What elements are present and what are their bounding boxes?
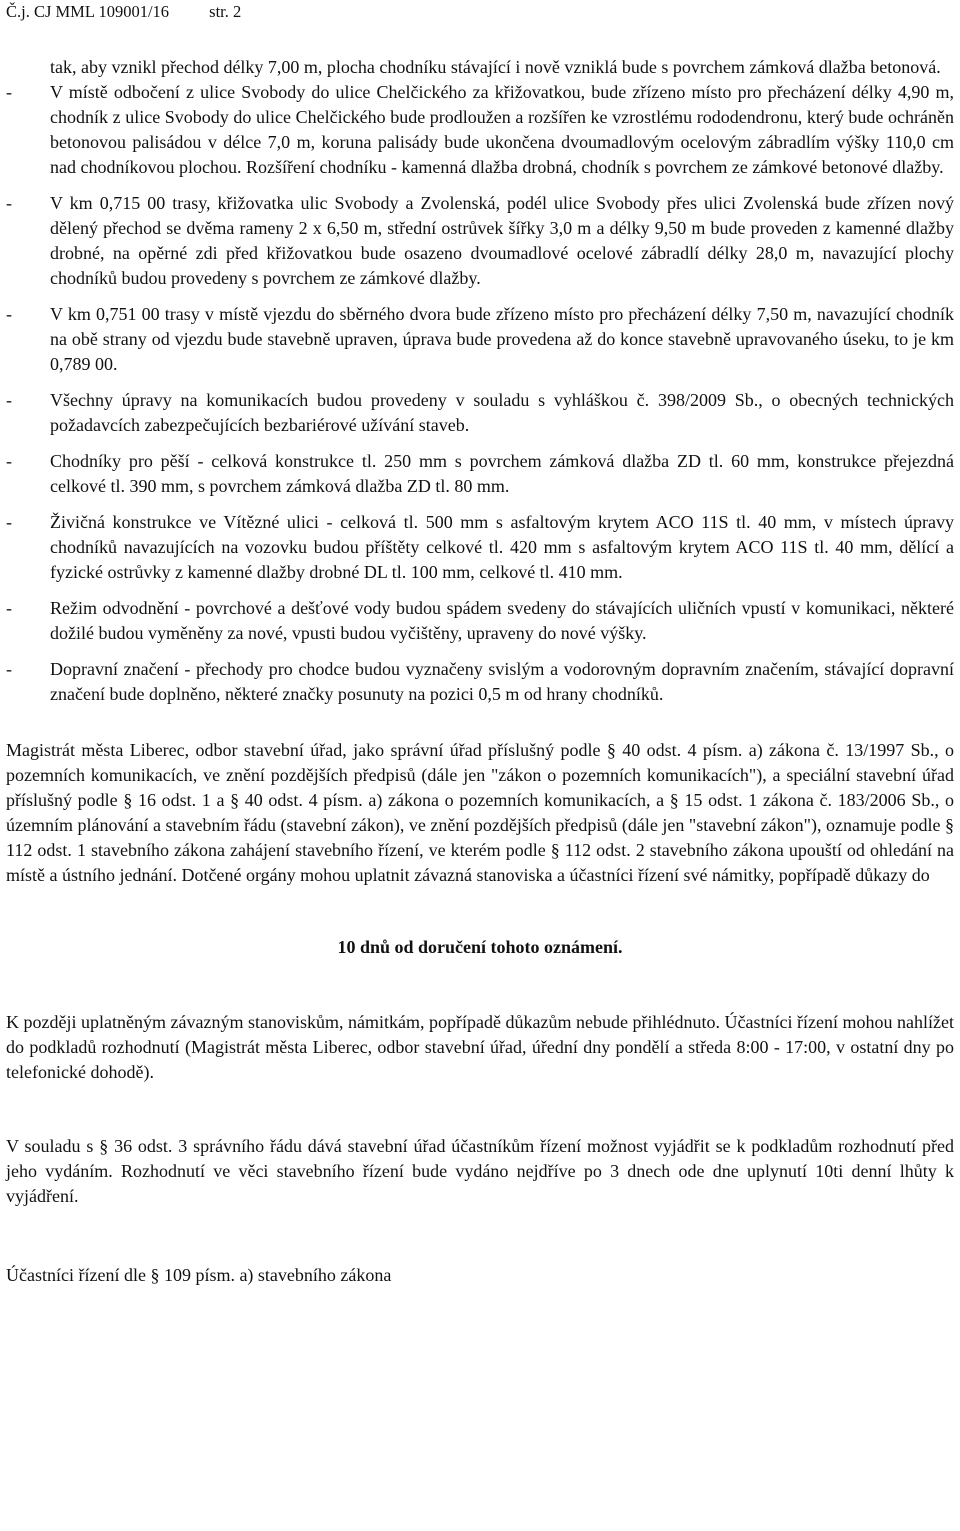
list-item-text: V místě odbočení z ulice Svobody do ulice Chelčického za křižovatkou, bude zřízeno místo pro přecházení délky 4,90 m, chodník z ulice Svobody do ulice Chelčického bude prodloužen a rozšířen ke vzrostlému rododendronu, který bude ochráněn betonovou palisádou v délce 7,0 m, koruna palisády bude ukončena dvoumadlovým ocelovým zábradlím výšky 110,0 cm nad chodníkovou plochou. Rozšíření chodníku - kamenná dlažba drobná, chodník s povrchem ze zámkové betonové dlažby.	[50, 82, 954, 177]
administrative-code-paragraph: V souladu s § 36 odst. 3 správního řádu dává stavební úřad účastníkům řízení možnost vyjádřit se k podkladům rozhodnutí před jeho vydáním. Rozhodnutí ve věci stavebního řízení bude vydáno nejdříve po 3 dnech ode dne uplynutí 10ti denní lhůty k vyjádření.	[6, 1136, 954, 1206]
list-item-text: Dopravní značení - přechody pro chodce budou vyznačeny svislým a vodorovným dopravním značením, stávající dopravní značení bude doplněno, některé značky posunuty na pozici 0,5 m od hrany chodníků.	[50, 659, 954, 704]
participants-heading: Účastníci řízení dle § 109 písm. a) stavebního zákona	[6, 1265, 392, 1285]
measures-list	[6, 80, 954, 707]
legal-basis-paragraph: Magistrát města Liberec, odbor stavební úřad, jako správní úřad příslušný podle § 40 odst. 4 písm. a) zákona č. 13/1997 Sb., o pozemních komunikacích, ve znění pozdějších předpisů (dále jen "zákon o pozemních komunikacích"), a speciální stavební úřad příslušný podle § 16 odst. 1 a § 40 odst. 4 písm. a) zákona o pozemních komunikacích, a § 15 odst. 1 zákona č. 183/2006 Sb., o územním plánování a stavebním řádu (stavební zákon), ve znění pozdějších předpisů (dále jen "stavební zákon"), oznamuje podle § 112 odst. 1 stavebního zákona zahájení stavebního řízení, ve kterém podle § 112 odst. 2 stavebního zákona upouští od ohledání na místě a ústního jednání. Dotčené orgány mohou uplatnit závazná stanoviska a účastníci řízení své námitky, popřípadě důkazy do	[6, 740, 954, 885]
list-item-text: Režim odvodnění - povrchové a dešťové vody budou spádem svedeny do stávajících uličních vpustí v komunikaci, některé dožilé budou vyměněny za nové, vpusti budou vyčištěny, upraveny do nové výšky.	[50, 598, 954, 643]
late-submissions-paragraph: K později uplatněným závazným stanoviskům, námitkám, popřípadě důkazům nebude přihlédnuto. Účastníci řízení mohou nahlížet do podkladů rozhodnutí (Magistrát města Liberec, odbor stavební úřad, úřední dny pondělí a středa 8:00 - 17:00, v ostatní dny po telefonické dohodě).	[6, 1012, 954, 1082]
list-item	[6, 80, 954, 180]
bullet-dash: -	[6, 193, 12, 213]
list-item-text: Chodníky pro pěší - celková konstrukce tl. 250 mm s povrchem zámková dlažba ZD tl. 60 mm, konstrukce přejezdná celkové tl. 390 mm, s povrchem zámková dlažba ZD tl. 80 mm.	[50, 451, 954, 496]
list-item-text: V km 0,715 00 trasy, křižovatka ulic Svobody a Zvolenská, podél ulice Svobody přes ulici Zvolenská bude zřízen nový dělený přechod se dvěma rameny 2 x 6,50 m, střední ostrůvek šířky 3,0 m a délky 9,50 m bude proveden z kamenné dlažby drobné, na opěrné zdi před křižovatkou bude osazeno dvoumadlové ocelové zábradlí délky 28,0 m, navazující plochy chodníků budou provedeny s povrchem ze zámkové dlažby.	[50, 193, 954, 288]
bullet-dash: -	[6, 512, 12, 532]
list-item	[6, 302, 954, 377]
list-item-text: V km 0,751 00 trasy v místě vjezdu do sběrného dvora bude zřízeno místo pro přecházení délky 7,50 m, navazující chodník na obě strany od vjezdu bude stavebně upraven, úprava bude provedena až do konce stavebně upravovaného úseku, to je km 0,789 00.	[50, 304, 954, 374]
bullet-dash: -	[6, 659, 12, 679]
reference-number: Č.j. CJ MML 109001/16	[6, 2, 170, 21]
list-item	[6, 449, 954, 499]
bullet-dash: -	[6, 598, 12, 618]
bullet-dash: -	[6, 390, 12, 410]
list-item-text: Živičná konstrukce ve Vítězné ulici - celková tl. 500 mm s asfaltovým krytem ACO 11S tl. 40 mm, v místech úpravy chodníků navazujících na vozovku budou příštěty celkové tl. 420 mm s asfaltovým krytem ACO 11S tl. 40 mm, dělící a fyzické ostrůvky z kamenné dlažby drobné DL tl. 100 mm, celkové tl. 410 mm.	[50, 512, 954, 582]
page-number: str. 2	[209, 2, 242, 21]
page-header	[6, 0, 954, 26]
bullet-dash: -	[6, 82, 12, 102]
list-item	[6, 191, 954, 291]
list-item	[6, 657, 954, 707]
list-item	[6, 510, 954, 585]
continuation-text: tak, aby vznikl přechod délky 7,00 m, plocha chodníku stávající i nově vzniklá bude s povrchem zámková dlažba betonová.	[50, 57, 941, 77]
list-item	[6, 596, 954, 646]
bullet-dash: -	[6, 451, 12, 471]
list-item-text: Všechny úpravy na komunikacích budou provedeny v souladu s vyhláškou č. 398/2009 Sb., o obecných technických požadavcích zabezpečujících bezbariérové užívání staveb.	[50, 390, 954, 435]
bullet-dash: -	[6, 304, 12, 324]
deadline-notice: 10 dnů od doručení tohoto oznámení.	[337, 937, 623, 957]
list-item	[6, 388, 954, 438]
